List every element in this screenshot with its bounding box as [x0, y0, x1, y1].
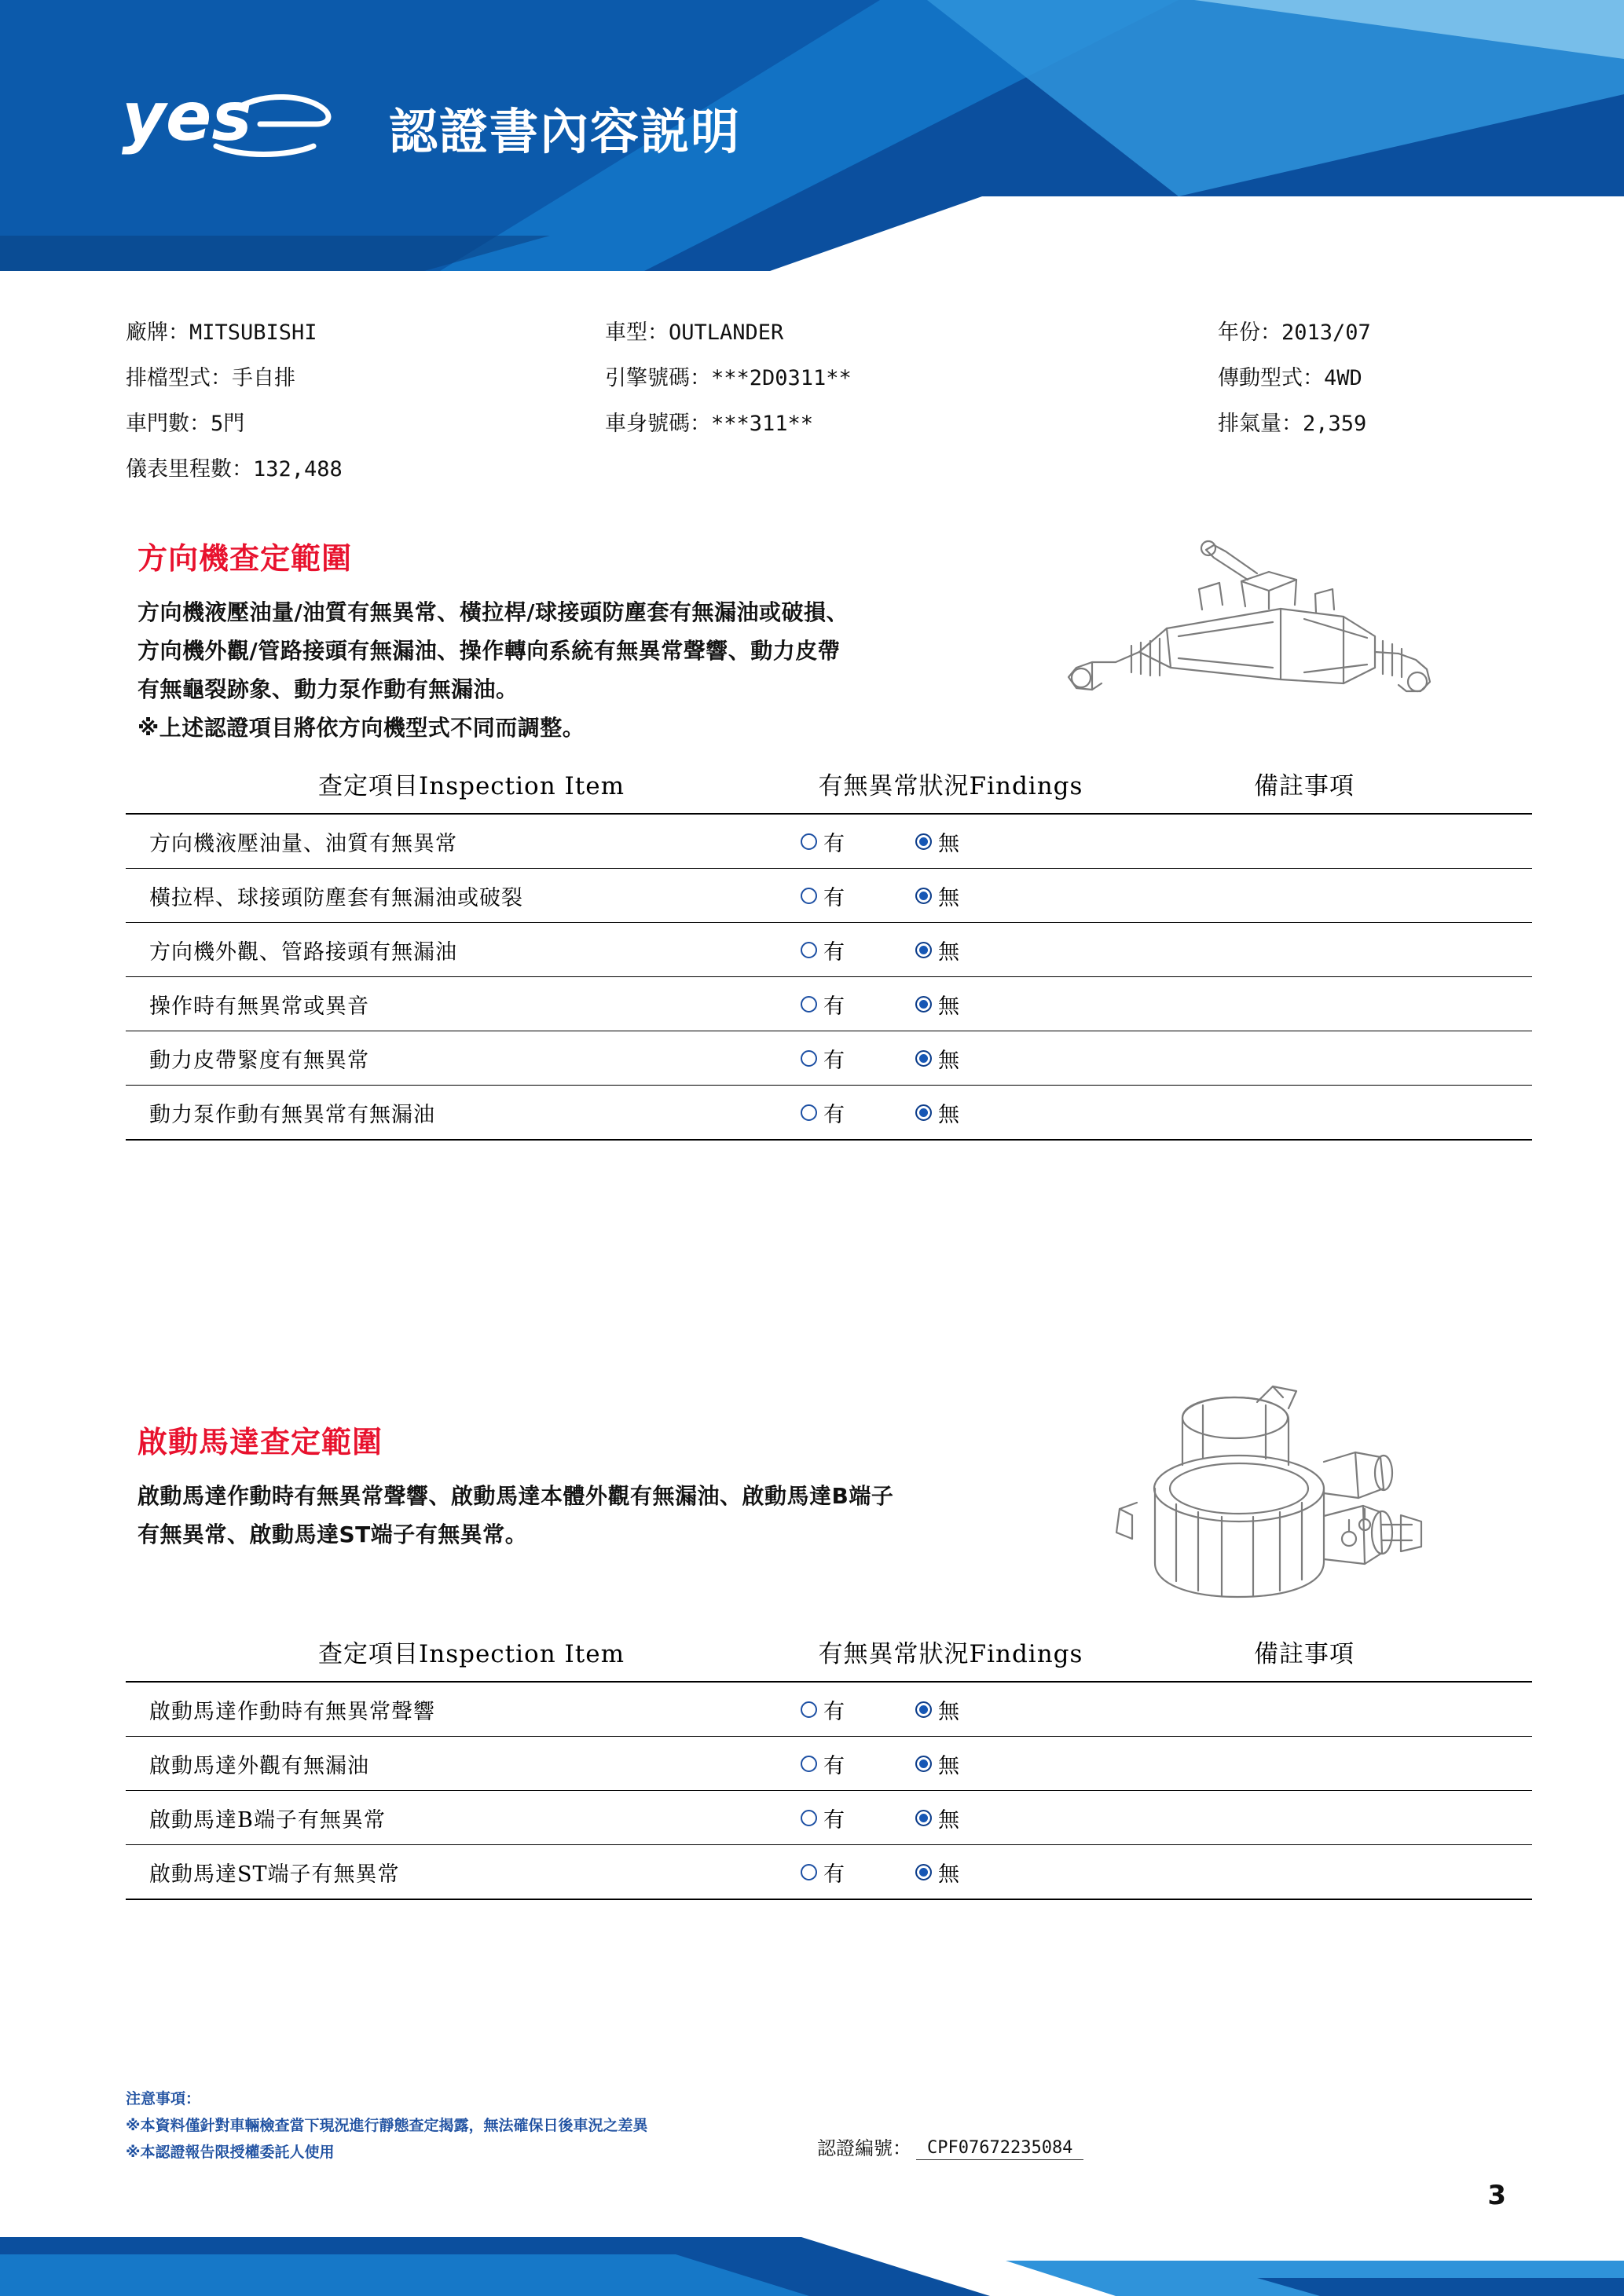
option-no[interactable]: [915, 881, 959, 911]
section-steering-description: [137, 593, 1120, 747]
col-header-findings: 有無異常狀況Findings: [818, 1640, 1083, 1668]
table-row: [126, 815, 1532, 869]
radio-no-icon[interactable]: [915, 942, 932, 958]
desc-line: 方向機外觀/管路接頭有無漏油、操作轉向系統有無異常聲響、動力皮帶: [137, 638, 841, 664]
inspection-item-label: 動力皮帶緊度有無異常: [149, 1048, 369, 1073]
option-no-label: 無: [938, 994, 959, 1019]
findings-cell: [676, 826, 1084, 857]
svg-text:yes: yes: [122, 79, 252, 156]
radio-no-icon[interactable]: [915, 1104, 932, 1121]
vehicle-displacement: 排氣量：2,359: [1218, 412, 1367, 436]
starter-motor-illustration: [1088, 1371, 1457, 1630]
radio-no-icon[interactable]: [915, 833, 932, 850]
option-no-label: 無: [938, 1102, 959, 1127]
option-yes[interactable]: [801, 989, 845, 1020]
radio-no-icon[interactable]: [915, 1864, 932, 1880]
option-no-label: 無: [938, 1862, 959, 1887]
inspection-item-label: 啟動馬達ST端子有無異常: [149, 1862, 400, 1887]
inspection-item-label: 啟動馬達B端子有無異常: [149, 1807, 386, 1833]
radio-no-icon[interactable]: [915, 1810, 932, 1826]
footer-notes: [126, 2085, 647, 2166]
findings-cell: [676, 935, 1084, 965]
desc-line: 方向機液壓油量/油質有無異常、橫拉桿/球接頭防塵套有無漏油或破損、: [137, 599, 849, 625]
option-yes[interactable]: [801, 935, 845, 965]
footer-note-line: 注意事項：: [126, 2090, 201, 2107]
inspection-item-label: 啟動馬達作動時有無異常聲響: [149, 1699, 435, 1724]
option-yes-label: 有: [823, 939, 845, 965]
option-yes-label: 有: [823, 1102, 845, 1127]
radio-no-icon[interactable]: [915, 888, 932, 904]
option-no-label: 無: [938, 1048, 959, 1073]
radio-no-icon[interactable]: [915, 1756, 932, 1772]
footer-note-line: ※本資料僅針對車輛檢查當下現況進行靜態查定揭露，無法確保日後車況之差異: [126, 2117, 648, 2134]
option-yes-label: 有: [823, 1699, 845, 1724]
vehicle-engine-no: 引擎號碼：***2D0311**: [605, 366, 852, 390]
option-yes-label: 有: [823, 1753, 845, 1778]
vehicle-model: 車型：OUTLANDER: [605, 320, 784, 345]
option-yes-label: 有: [823, 885, 845, 910]
vehicle-brand: 廠牌：MITSUBISHI: [126, 320, 317, 345]
radio-no-icon[interactable]: [915, 996, 932, 1013]
steering-rack-illustration: [1045, 534, 1454, 731]
vehicle-info-block: [126, 310, 1532, 493]
vehicle-transmission: 排檔型式：手自排: [126, 366, 295, 390]
option-no[interactable]: [915, 989, 959, 1020]
radio-yes-icon[interactable]: [801, 1701, 817, 1718]
option-no[interactable]: [915, 1803, 959, 1833]
option-yes-label: 有: [823, 831, 845, 856]
radio-yes-icon[interactable]: [801, 942, 817, 958]
inspection-item-label: 操作時有無異常或異音: [149, 994, 369, 1019]
option-yes[interactable]: [801, 1803, 845, 1833]
option-no-label: 無: [938, 885, 959, 910]
findings-cell: [676, 1803, 1084, 1833]
header-title: 認證書內容説明: [389, 102, 742, 160]
radio-yes-icon[interactable]: [801, 888, 817, 904]
certificate-number-label: 認證編號：: [817, 2137, 911, 2159]
option-yes[interactable]: [801, 881, 845, 911]
option-no[interactable]: [915, 1694, 959, 1725]
col-header-findings: 有無異常狀況Findings: [818, 772, 1083, 800]
findings-cell: [676, 881, 1084, 911]
inspection-item-label: 方向機外觀、管路接頭有無漏油: [149, 939, 457, 965]
option-yes[interactable]: [801, 826, 845, 857]
option-yes[interactable]: [801, 1694, 845, 1725]
col-header-item: 查定項目Inspection Item: [318, 1640, 625, 1668]
vehicle-odometer: 儀表里程數：132,488: [126, 457, 343, 482]
option-no-label: 無: [938, 939, 959, 965]
section-starter-title: 啟動馬達查定範圍: [137, 1425, 383, 1459]
radio-yes-icon[interactable]: [801, 1810, 817, 1826]
option-no-label: 無: [938, 1699, 959, 1724]
option-no[interactable]: [915, 1043, 959, 1074]
yes-logo: [122, 79, 357, 173]
certificate-number-value: CPF07672235084: [916, 2138, 1083, 2160]
radio-yes-icon[interactable]: [801, 833, 817, 850]
table-row: [126, 1845, 1532, 1900]
radio-yes-icon[interactable]: [801, 1864, 817, 1880]
section-starter-description: [137, 1477, 1167, 1554]
option-no[interactable]: [915, 826, 959, 857]
table-row: [126, 977, 1532, 1031]
option-yes-label: 有: [823, 1048, 845, 1073]
option-no[interactable]: [915, 935, 959, 965]
option-no[interactable]: [915, 1749, 959, 1779]
page-number: 3: [1487, 2180, 1506, 2211]
page-header: [0, 0, 1624, 271]
vehicle-year: 年份：2013/07: [1218, 320, 1371, 345]
brand-logo-area: [122, 75, 986, 177]
inspection-item-label: 啟動馬達外觀有無漏油: [149, 1753, 369, 1778]
option-yes[interactable]: [801, 1857, 845, 1888]
footer-bar-graphic: [0, 2206, 1624, 2296]
steering-inspection-table: [126, 813, 1532, 1141]
table-row: [126, 1683, 1532, 1737]
vehicle-drivetrain: 傳動型式：4WD: [1218, 366, 1362, 390]
vehicle-info-row: [126, 356, 1532, 401]
radio-yes-icon[interactable]: [801, 1104, 817, 1121]
vehicle-info-empty: [605, 447, 1218, 493]
desc-line: 有無異常、啟動馬達ST端子有無異常。: [137, 1522, 528, 1547]
table-row: [126, 1086, 1532, 1141]
footer-note-line: ※本認證報告限授權委託人使用: [126, 2144, 335, 2161]
vehicle-doors: 車門數：5門: [126, 412, 245, 436]
vehicle-info-row: [126, 401, 1532, 447]
option-no-label: 無: [938, 1753, 959, 1778]
certificate-number: [817, 2133, 1083, 2160]
option-no[interactable]: [915, 1857, 959, 1888]
section-steering-title: 方向機查定範圍: [137, 541, 353, 576]
inspection-item-label: 橫拉桿、球接頭防塵套有無漏油或破裂: [149, 885, 523, 910]
vehicle-info-row: [126, 447, 1532, 493]
option-yes-label: 有: [823, 1862, 845, 1887]
vehicle-info-empty: [1218, 447, 1532, 493]
inspection-item-label: 方向機液壓油量、油質有無異常: [149, 831, 457, 856]
radio-yes-icon[interactable]: [801, 996, 817, 1013]
table-row: [126, 1737, 1532, 1791]
option-no[interactable]: [915, 1097, 959, 1128]
radio-no-icon[interactable]: [915, 1701, 932, 1718]
desc-line: 啟動馬達作動時有無異常聲響、啟動馬達本體外觀有無漏油、啟動馬達B端子: [137, 1483, 894, 1509]
option-no-label: 無: [938, 831, 959, 856]
desc-line: ※上述認證項目將依方向機型式不同而調整。: [137, 715, 585, 741]
col-header-note: 備註事項: [1254, 1640, 1355, 1668]
findings-cell: [676, 1857, 1084, 1888]
steering-table-header: [196, 766, 1454, 806]
col-header-item: 查定項目Inspection Item: [318, 772, 625, 800]
vehicle-info-row: [126, 310, 1532, 356]
option-yes[interactable]: [801, 1097, 845, 1128]
findings-cell: [676, 1749, 1084, 1779]
starter-inspection-table: [126, 1681, 1532, 1900]
table-row: [126, 1791, 1532, 1845]
findings-cell: [676, 1694, 1084, 1725]
radio-no-icon[interactable]: [915, 1050, 932, 1067]
option-yes-label: 有: [823, 994, 845, 1019]
col-header-note: 備註事項: [1254, 772, 1355, 800]
findings-cell: [676, 989, 1084, 1020]
radio-yes-icon[interactable]: [801, 1756, 817, 1772]
findings-cell: [676, 1097, 1084, 1128]
starter-table-header: [196, 1634, 1454, 1674]
option-yes[interactable]: [801, 1043, 845, 1074]
vehicle-vin: 車身號碼：***311**: [605, 412, 814, 436]
inspection-item-label: 動力泵作動有無異常有無漏油: [149, 1102, 435, 1127]
option-yes-label: 有: [823, 1807, 845, 1833]
radio-yes-icon[interactable]: [801, 1050, 817, 1067]
table-row: [126, 923, 1532, 977]
desc-line: 有無龜裂跡象、動力泵作動有無漏油。: [137, 676, 519, 702]
option-yes[interactable]: [801, 1749, 845, 1779]
option-no-label: 無: [938, 1807, 959, 1833]
findings-cell: [676, 1043, 1084, 1074]
table-row: [126, 869, 1532, 923]
table-row: [126, 1031, 1532, 1086]
